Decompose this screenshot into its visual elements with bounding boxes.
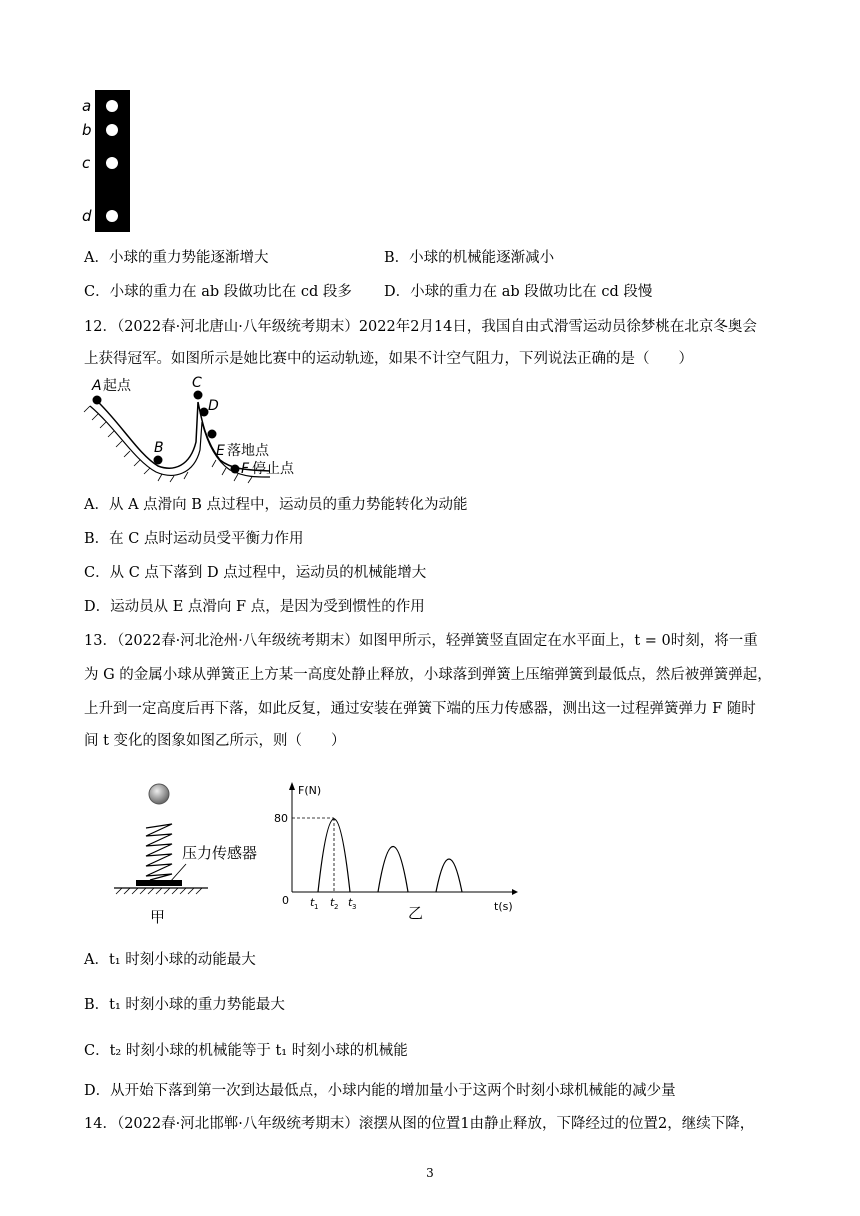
label-A: A: [92, 378, 102, 394]
label-B: B: [154, 440, 164, 456]
caption-jia: 甲: [150, 908, 166, 926]
metal-ball: [149, 784, 169, 804]
t3-subscript: 3: [352, 903, 357, 911]
point-c: [194, 391, 203, 400]
y-axis-label: F(N): [298, 784, 322, 797]
curve-peak-3: [436, 859, 462, 892]
t1-subscript: 1: [314, 903, 319, 911]
t3-label: t: [348, 896, 353, 909]
q12-option-c: C．从 C 点下落到 D 点过程中，运动员的机械能增大: [84, 565, 427, 581]
q12-option-d: D．运动员从 E 点滑向 F 点，是因为受到惯性的作用: [84, 599, 425, 615]
strip-figure: [80, 88, 136, 238]
point-e: [208, 430, 217, 439]
label-stop: 停止点: [252, 461, 294, 477]
point-b: [154, 456, 163, 465]
ski-trajectory-figure: [70, 372, 330, 488]
ball-b: [106, 124, 118, 136]
t1-label: t: [310, 896, 315, 909]
pressure-sensor: [136, 880, 182, 886]
y-value-80: 80: [274, 812, 288, 825]
q13-option-b: B．t₁ 时刻小球的重力势能最大: [84, 997, 285, 1013]
q14-stem-line1: 14．（2022春·河北邯郸·八年级统考期末）滚摆从图的位置1由静止释放，下降经过的位置2，继续下降，: [84, 1116, 755, 1132]
q11-option-c: C．小球的重力在 ab 段做功比在 cd 段多: [84, 284, 352, 300]
curve-peak-2: [378, 847, 408, 893]
q12-stem-line1: 12．（2022春·河北唐山·八年级统考期末）2022年2月14日，我国自由式滑雪运动员徐梦桃在北京冬奥会: [84, 319, 757, 335]
y-axis-arrow: [289, 782, 295, 790]
t2-label: t: [330, 896, 335, 909]
label-landing: 落地点: [227, 443, 269, 459]
label-F: F: [241, 461, 250, 477]
label-C: C: [192, 375, 202, 391]
q13-stem-line3: 上升到一定高度后再下落，如此反复，通过安装在弹簧下端的压力传感器，测出这一过程弹簧弹力 F 随时: [84, 701, 756, 717]
label-D: D: [208, 398, 219, 414]
spring: [146, 824, 172, 880]
q11-option-b: B．小球的机械能逐渐减小: [384, 250, 555, 266]
label-start: 起点: [103, 378, 131, 394]
t2-subscript: 2: [334, 903, 339, 911]
force-time-graph: [272, 776, 522, 938]
point-f: [231, 465, 240, 474]
sensor-pointer: [170, 864, 186, 882]
label-b: b: [82, 121, 92, 139]
q12-option-a: A．从 A 点滑向 B 点过程中，运动员的重力势能转化为动能: [84, 497, 468, 513]
x-axis-arrow: [512, 889, 518, 895]
sensor-label: 压力传感器: [182, 844, 258, 862]
spring-figure: [110, 778, 280, 938]
q13-stem-line2: 为 G 的金属小球从弹簧正上方某一高度处静止释放，小球落到弹簧上压缩弹簧到最低点，然后被弹簧弹起，: [84, 667, 772, 683]
ball-d: [106, 210, 118, 222]
x-axis-label: t(s): [494, 900, 513, 913]
q12-stem-line2: 上获得冠军。如图所示是她比赛中的运动轨迹，如果不计空气阻力，下列说法正确的是（ ）: [84, 351, 693, 367]
ground-hatch: [116, 888, 202, 894]
origin-label: 0: [282, 894, 289, 907]
ball-c: [106, 157, 118, 169]
q13-option-c: C．t₂ 时刻小球的机械能等于 t₁ 时刻小球的机械能: [84, 1043, 408, 1059]
label-a: a: [82, 97, 92, 115]
q12-option-b: B．在 C 点时运动员受平衡力作用: [84, 531, 304, 547]
q11-option-a: A．小球的重力势能逐渐增大: [84, 250, 269, 266]
ball-a: [106, 100, 118, 112]
label-E: E: [216, 443, 225, 459]
q13-option-a: A．t₁ 时刻小球的动能最大: [84, 952, 256, 968]
q13-stem-line1: 13．（2022春·河北沧州·八年级统考期末）如图甲所示，轻弹簧竖直固定在水平面上，t = 0时刻，将一重: [84, 633, 758, 649]
page-number: 3: [426, 1166, 434, 1180]
q13-option-d: D．从开始下落到第一次到达最低点，小球内能的增加量小于这两个时刻小球机械能的减少量: [84, 1083, 676, 1099]
q11-option-d: D．小球的重力在 ab 段做功比在 cd 段慢: [384, 284, 653, 300]
label-c: c: [82, 154, 91, 172]
point-a: [93, 396, 102, 405]
caption-yi: 乙: [408, 904, 424, 922]
q13-stem-line4: 间 t 变化的图象如图乙所示，则（ ）: [84, 733, 346, 749]
label-d: d: [82, 207, 92, 225]
